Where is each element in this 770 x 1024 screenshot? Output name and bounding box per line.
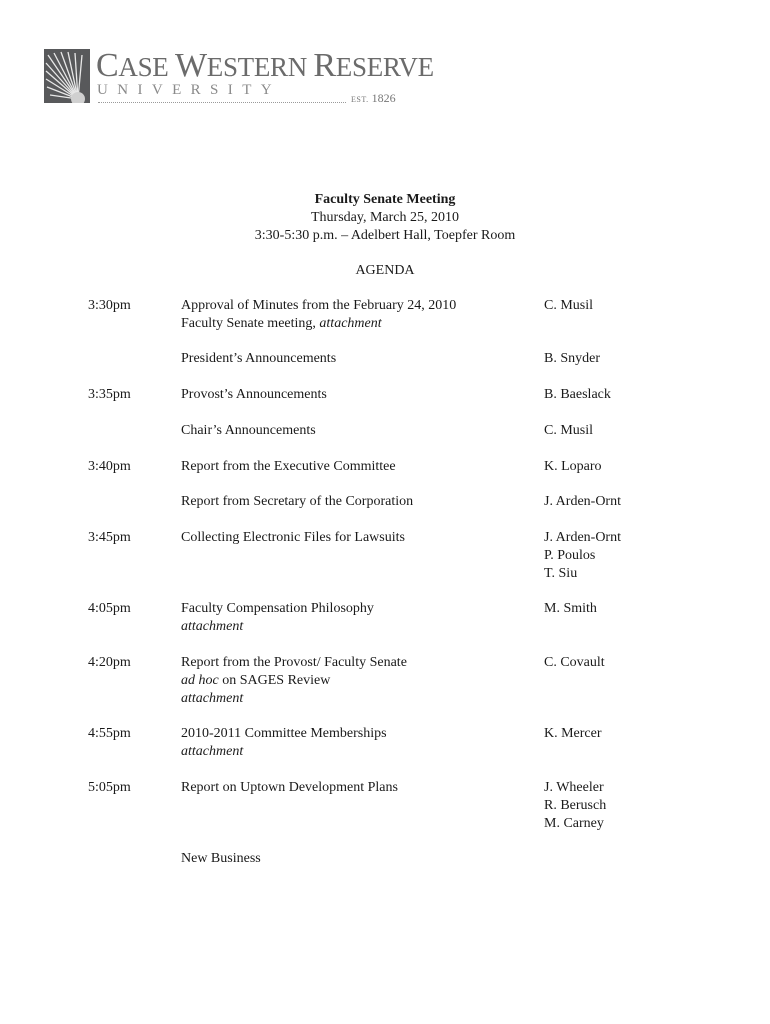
attachment-label: attachment bbox=[181, 691, 244, 706]
agenda-item: Collecting Electronic Files for Lawsuits bbox=[181, 530, 405, 545]
agenda-presenter: J. Wheeler R. Berusch M. Carney bbox=[544, 780, 607, 831]
agenda-time: 4:20pm bbox=[88, 655, 131, 670]
agenda-item: Provost’s Announcements bbox=[181, 387, 327, 402]
agenda-presenter: M. Smith bbox=[544, 601, 597, 616]
agenda-time: 4:05pm bbox=[88, 601, 131, 616]
logo-divider bbox=[98, 102, 346, 103]
agenda-item: Faculty Compensation Philosophy attachment bbox=[181, 600, 521, 636]
university-logo bbox=[44, 47, 434, 109]
agenda-time: 5:05pm bbox=[88, 780, 131, 795]
agenda-item: Chair’s Announcements bbox=[181, 423, 316, 438]
agenda-time: 3:45pm bbox=[88, 530, 131, 545]
agenda-presenter: J. Arden-Ornt P. Poulos T. Siu bbox=[544, 530, 621, 581]
starburst-logo-icon bbox=[44, 49, 90, 103]
agenda-item: Report from Secretary of the Corporation bbox=[181, 494, 414, 509]
agenda-presenter: B. Baeslack bbox=[544, 387, 611, 402]
agenda-presenter: C. Musil bbox=[544, 298, 594, 313]
university-name: CASE WESTERN RESERVE bbox=[96, 47, 434, 84]
agenda-item: Report from the Provost/ Faculty Senate ad hoc on SAGES Review attachment bbox=[181, 654, 521, 708]
agenda-presenter: K. Loparo bbox=[544, 459, 602, 474]
agenda-item: New Business bbox=[181, 851, 261, 866]
attachment-label: attachment bbox=[181, 619, 244, 634]
agenda-time: 3:35pm bbox=[88, 387, 131, 402]
agenda-presenter: J. Arden-Ornt bbox=[544, 494, 621, 509]
university-subtitle: UNIVERSITY bbox=[97, 82, 281, 98]
agenda-item: Report from the Executive Committee bbox=[181, 459, 396, 474]
agenda-time: 3:30pm bbox=[88, 298, 131, 313]
attachment-label: attachment bbox=[181, 744, 244, 759]
agenda-time: 3:40pm bbox=[88, 459, 131, 474]
meeting-title: Faculty Senate Meeting bbox=[314, 192, 456, 207]
agenda-presenter: C. Covault bbox=[544, 655, 605, 670]
agenda-presenter: C. Musil bbox=[544, 423, 594, 438]
agenda-item: Approval of Minutes from the February 24, 2010 Faculty Senate meeting, attachment bbox=[181, 298, 457, 331]
attachment-label: attachment bbox=[319, 316, 382, 331]
agenda-presenter: K. Mercer bbox=[544, 726, 602, 741]
established-year: EST. 1826 bbox=[351, 91, 396, 105]
agenda-item: President’s Announcements bbox=[181, 351, 337, 366]
agenda-time: 4:55pm bbox=[88, 726, 131, 741]
meeting-date: Thursday, March 25, 2010 bbox=[310, 210, 459, 225]
meeting-time-location: 3:30-5:30 p.m. – Adelbert Hall, Toepfer Room bbox=[254, 228, 516, 243]
agenda-item: Report on Uptown Development Plans bbox=[181, 780, 398, 795]
agenda-heading: AGENDA bbox=[355, 263, 415, 278]
agenda-item: 2010-2011 Committee Memberships attachment bbox=[181, 725, 521, 761]
agenda-presenter: B. Snyder bbox=[544, 351, 600, 366]
